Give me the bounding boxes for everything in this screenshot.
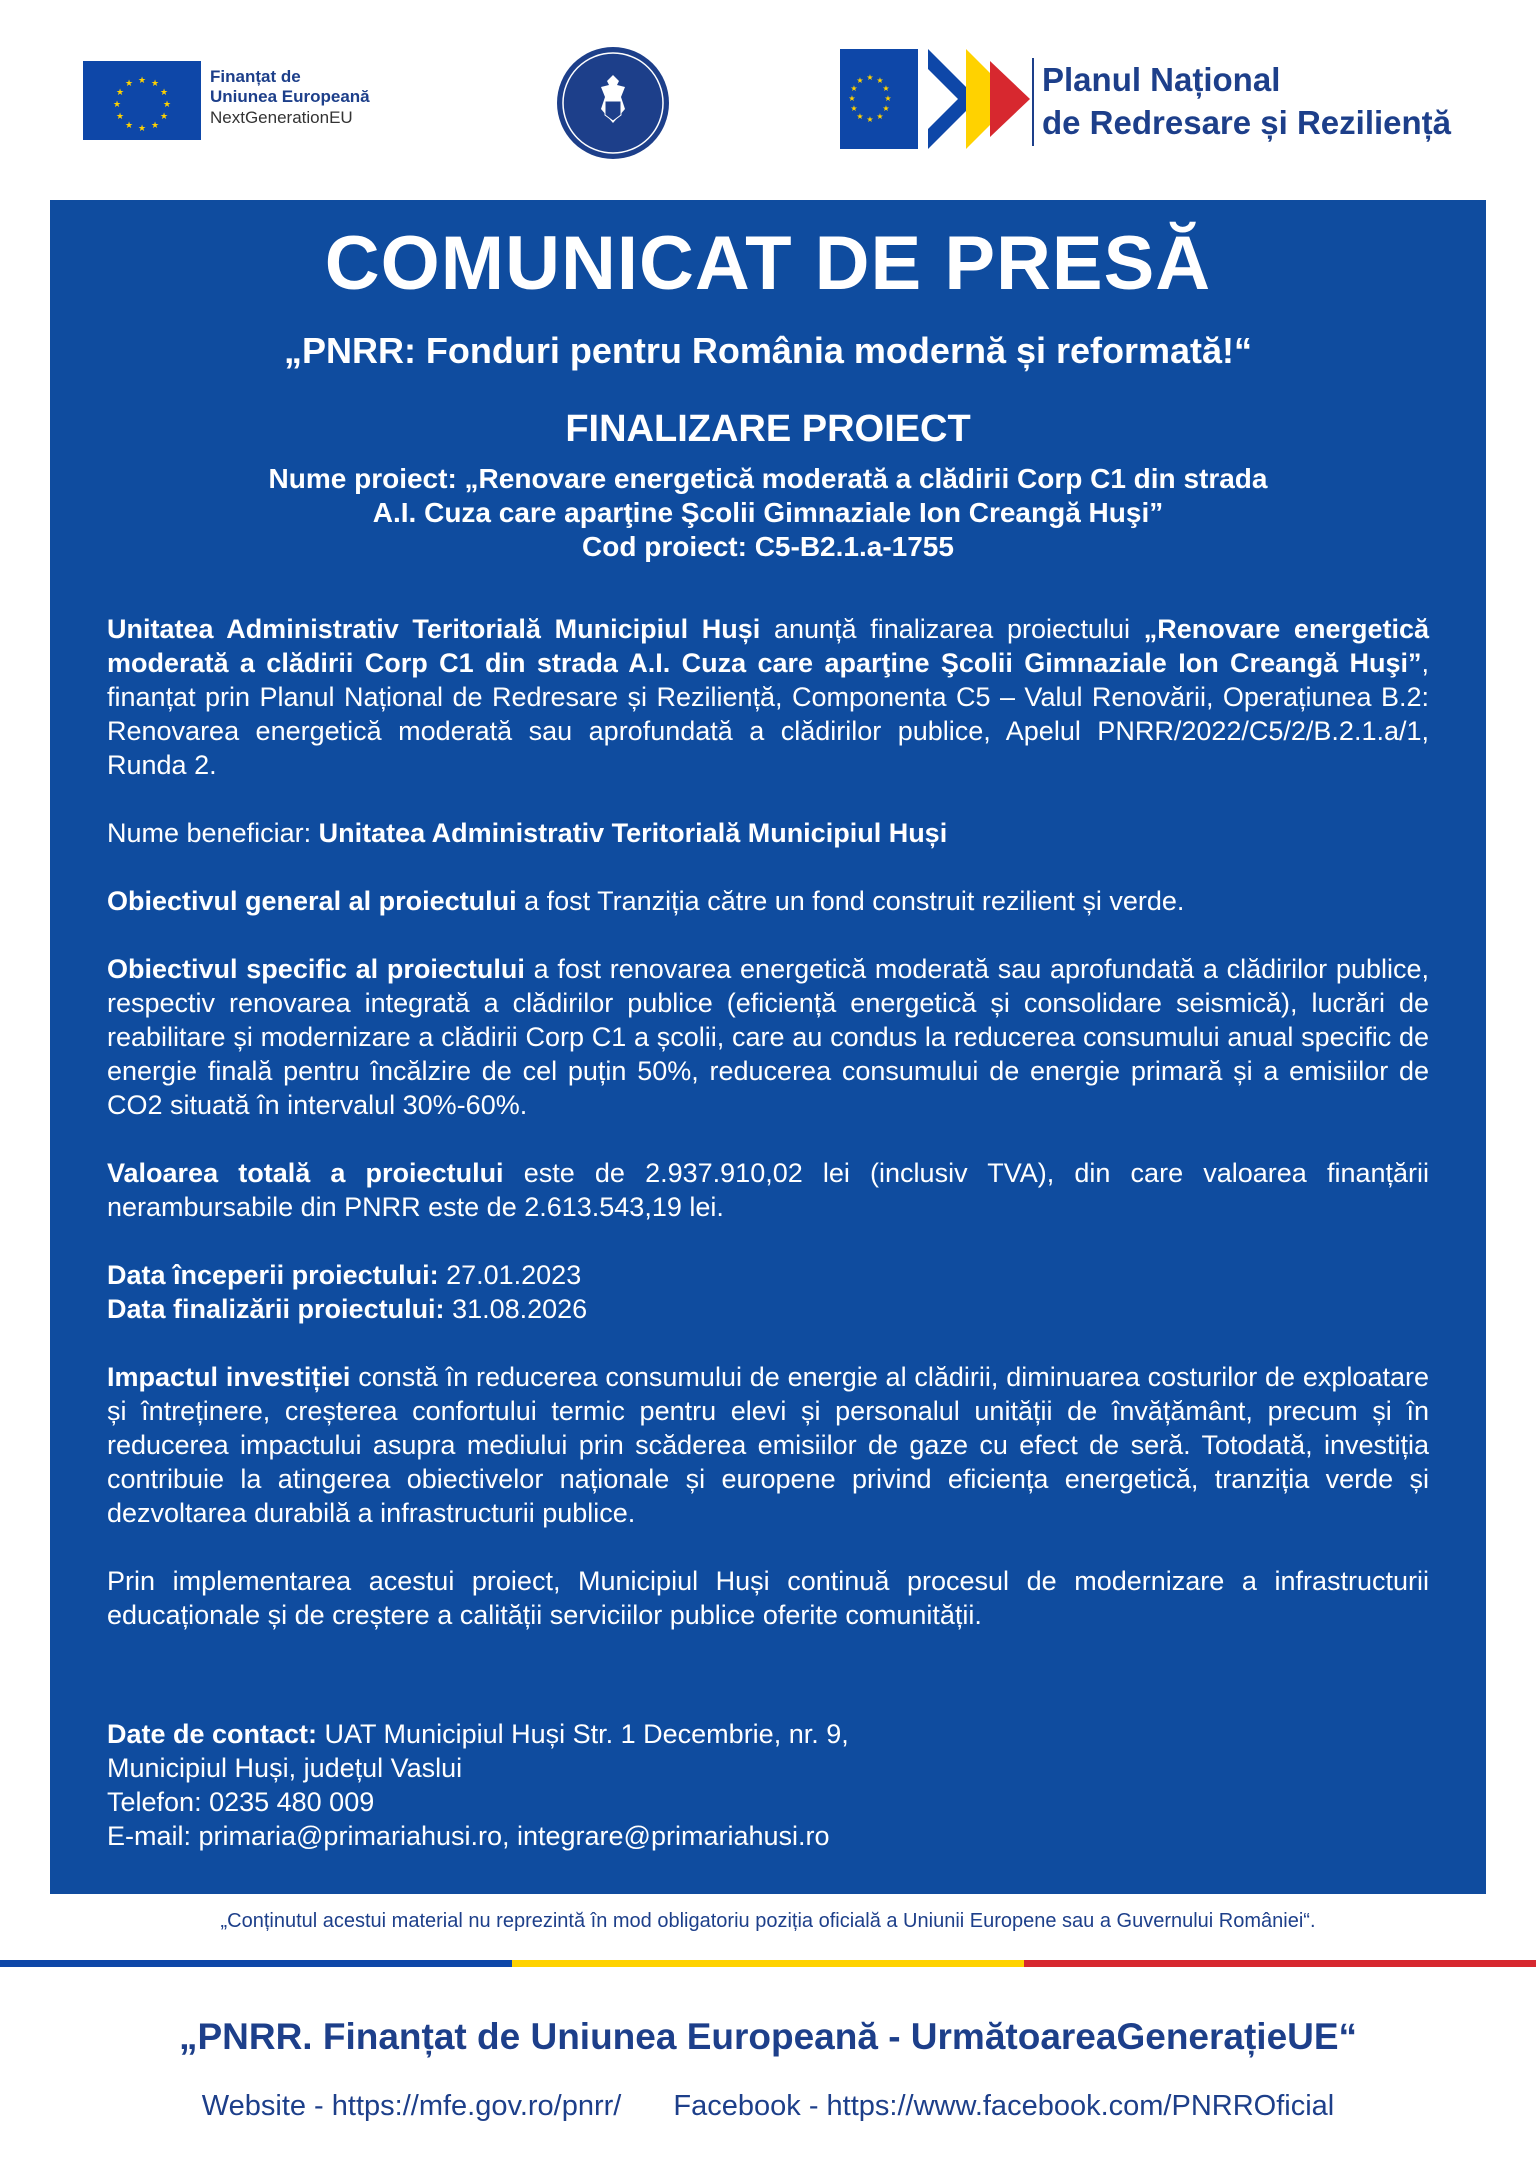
end-date bbox=[107, 1292, 1429, 1326]
pnrr-logo-divider bbox=[1032, 58, 1034, 146]
contact-address-line1: UAT Municipiul Huși Str. 1 Decembrie, nr. 9, bbox=[317, 1719, 849, 1749]
contact-address bbox=[107, 1717, 1429, 1751]
svg-text:★: ★ bbox=[866, 73, 874, 82]
eu-flag-icon bbox=[83, 61, 201, 140]
beneficiary-name: Unitatea Administrativ Teritorială Municipiul Huși bbox=[107, 614, 761, 644]
paragraph-total-value bbox=[107, 1156, 1429, 1224]
contact-label: Date de contact: bbox=[107, 1719, 318, 1749]
svg-text:★: ★ bbox=[848, 94, 856, 103]
total-value-text: este de 2.937.910,02 lei (inclusiv TVA), din care valoarea finanțării nerambursabile din PNRR este de 2.613.543,19 lei. bbox=[107, 1158, 1430, 1222]
stripe-yellow bbox=[512, 1960, 1024, 1967]
press-release-panel bbox=[50, 200, 1486, 1894]
section-heading: FINALIZARE PROIECT bbox=[565, 408, 971, 450]
start-date bbox=[107, 1258, 1429, 1292]
eu-label-line1: Finanțat de bbox=[210, 67, 301, 86]
pnrr-logo-label bbox=[1042, 58, 1451, 144]
paragraph-announcement bbox=[107, 612, 1429, 782]
svg-text:★: ★ bbox=[856, 112, 864, 121]
svg-text:★: ★ bbox=[159, 112, 169, 122]
footer-slogan: „PNRR. Finanțat de Uniunea Europeană - UrmătoareaGenerațieUE“ bbox=[178, 2016, 1358, 2057]
total-value-label: Valoarea totală a proiectului bbox=[107, 1158, 504, 1188]
contact-phone: Telefon: 0235 480 009 bbox=[107, 1787, 375, 1817]
stripe-blue bbox=[0, 1960, 512, 1967]
svg-text:★: ★ bbox=[884, 94, 892, 103]
svg-text:★: ★ bbox=[115, 112, 125, 122]
svg-text:★: ★ bbox=[850, 84, 858, 93]
pnrr-logo-icon bbox=[840, 49, 1030, 149]
government-seal-icon bbox=[555, 45, 671, 161]
svg-text:★: ★ bbox=[115, 88, 125, 98]
page-title: COMUNICAT DE PRESĂ bbox=[324, 221, 1212, 306]
svg-text:★: ★ bbox=[112, 100, 122, 110]
svg-text:★: ★ bbox=[876, 112, 884, 121]
start-date-label: Data începerii proiectului: bbox=[107, 1260, 439, 1290]
svg-text:★: ★ bbox=[850, 104, 858, 113]
svg-text:★: ★ bbox=[162, 100, 172, 110]
start-date-value: 27.01.2023 bbox=[438, 1260, 582, 1290]
svg-text:★: ★ bbox=[866, 115, 874, 124]
svg-text:★: ★ bbox=[159, 88, 169, 98]
project-name bbox=[130, 462, 1406, 564]
flag-stripes bbox=[0, 1960, 1536, 1967]
header bbox=[0, 0, 1536, 200]
disclaimer: „Conținutul acestui material nu reprezintă în mod obligatoriu poziția oficială a Uniunii Europene sau a Guvernului României“. bbox=[220, 1910, 1316, 1932]
paragraph-general-objective bbox=[107, 884, 1429, 918]
press-release-body bbox=[107, 612, 1429, 1666]
impact-label: Impactul investiției bbox=[107, 1362, 351, 1392]
contact-address-line2: Municipiul Huși, județul Vaslui bbox=[107, 1753, 463, 1783]
general-objective-label: Obiectivul general al proiectului bbox=[107, 886, 517, 916]
project-name-line1: Nume proiect: „Renovare energetică moderată a clădirii Corp C1 din strada bbox=[268, 463, 1268, 494]
svg-text:★: ★ bbox=[882, 104, 890, 113]
funding-details: , finanțat prin Planul Național de Redresare și Reziliență, Componenta C5 – Valul Renovării, Operațiunea B.2: Renovarea energetică moderată sau aprofundată a clădirilor publice, Apelul PNRR/2022/C5/2/B.2.1.a/1, Runda 2. bbox=[107, 648, 1429, 780]
pnrr-label-line2: de Redresare și Reziliență bbox=[1042, 104, 1452, 141]
eu-stars-icon bbox=[83, 61, 201, 140]
eu-label-line2: Uniunea Europeană bbox=[210, 87, 370, 107]
svg-text:★: ★ bbox=[876, 76, 884, 85]
svg-text:★: ★ bbox=[150, 121, 160, 131]
svg-text:★: ★ bbox=[150, 79, 160, 89]
campaign-subtitle: „PNRR: Fonduri pentru România modernă și reformată!“ bbox=[283, 330, 1253, 371]
svg-text:★: ★ bbox=[882, 84, 890, 93]
paragraph-beneficiary bbox=[107, 816, 1429, 850]
pnrr-label-line1: Planul Național bbox=[1042, 61, 1281, 98]
svg-text:★: ★ bbox=[856, 76, 864, 85]
eu-label-line3: NextGenerationEU bbox=[210, 107, 353, 127]
specific-objective-label: Obiectivul specific al proiectului bbox=[107, 954, 525, 984]
paragraph-specific-objective bbox=[107, 952, 1429, 1122]
end-date-label: Data finalizării proiectului: bbox=[107, 1294, 445, 1324]
svg-text:★: ★ bbox=[124, 79, 134, 89]
general-objective-text: a fost Tranziția către un fond construit rezilient și verde. bbox=[516, 886, 1185, 916]
announcement-text: anunță finalizarea proiectului bbox=[760, 614, 1144, 644]
impact-text: constă în reducerea consumului de energie al clădirii, diminuarea costurilor de exploatare și întreținere, creșterea confortului termic pentru elevi și personalul unității de învățământ, precum și în reducerea impactului asupra mediului prin scăderea emisiilor de gaze cu efect de seră. Totodată, investiția contribuie la atingerea obiectivelor naționale și europene privind eficiența energetică, tranziția verde și dezvoltarea durabilă a infrastructurii publice. bbox=[107, 1362, 1429, 1528]
project-code: Cod proiect: C5-B2.1.a-1755 bbox=[582, 531, 954, 562]
svg-text:★: ★ bbox=[124, 121, 134, 131]
specific-objective-text: a fost renovarea energetică moderată sau aprofundată a clădirilor publice, respectiv renovarea integrată a clădirilor publice (eficiență energetică și consolidare seismică), lucrări de reabilitare și modernizare a clădirii Corp C1 a școlii, care au condus la reducerea consumului anual specific de energie finală pentru încălzire de cel puțin 50%, reducerea consumului de energie primară și a emisiilor de CO2 situată în intervalul 30%-60%. bbox=[107, 954, 1429, 1120]
beneficiary-value: Unitatea Administrativ Teritorială Municipiul Huși bbox=[318, 818, 948, 848]
contact-email: E-mail: primaria@primariahusi.ro, integrare@primariahusi.ro bbox=[107, 1821, 830, 1851]
end-date-value: 31.08.2026 bbox=[444, 1294, 588, 1324]
project-name-line2: A.I. Cuza care aparţine Şcolii Gimnaziale Ion Creangă Huşi” bbox=[372, 497, 1164, 528]
stripe-red bbox=[1024, 1960, 1536, 1967]
paragraph-conclusion: Prin implementarea acestui proiect, Municipiul Huși continuă procesul de modernizare a infrastructurii educaționale și de creștere a calității serviciilor publice oferite comunității. bbox=[107, 1566, 1429, 1630]
svg-text:★: ★ bbox=[137, 124, 147, 134]
contact-block bbox=[107, 1717, 1429, 1853]
project-title: „Renovare energetică moderată a clădirii Corp C1 din strada A.I. Cuza care aparţine Şcolii Gimnaziale Ion Creangă Huşi” bbox=[107, 614, 1429, 678]
website-link[interactable]: Website - https://mfe.gov.ro/pnrr/ bbox=[201, 2090, 622, 2122]
eu-funding-label bbox=[210, 67, 370, 128]
beneficiary-label: Nume beneficiar: bbox=[107, 818, 319, 848]
facebook-link[interactable]: Facebook - https://www.facebook.com/PNRROficial bbox=[673, 2090, 1335, 2122]
svg-text:★: ★ bbox=[137, 76, 147, 86]
footer-links bbox=[0, 2090, 1536, 2123]
paragraph-impact bbox=[107, 1360, 1429, 1530]
